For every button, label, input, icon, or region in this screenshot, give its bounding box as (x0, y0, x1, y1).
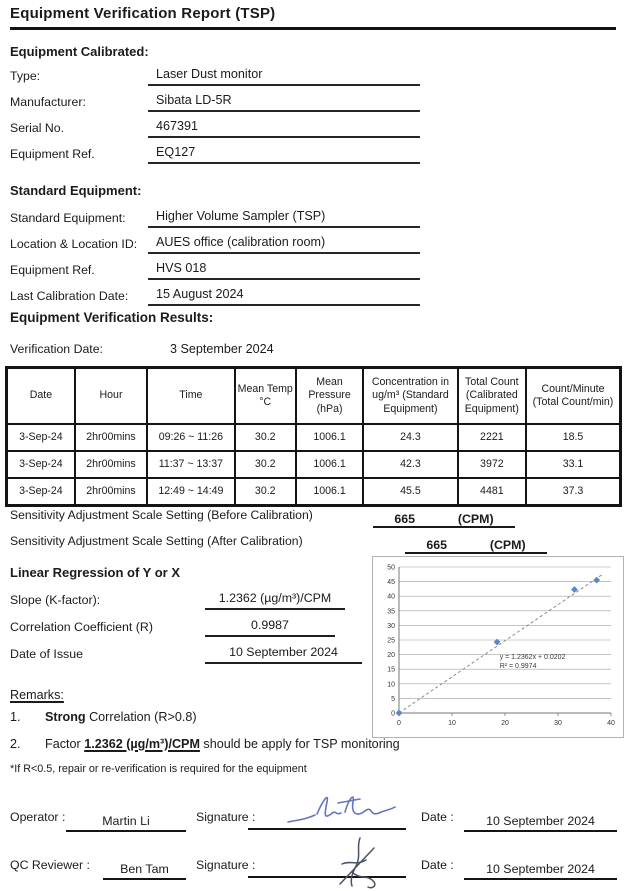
cell-mean-temp: 30.2 (235, 451, 296, 478)
field-label-type: Type: (10, 69, 41, 83)
cell-total-count: 4481 (458, 478, 526, 506)
field-row-equipment-ref (10, 142, 420, 164)
field-row-manufacturer (10, 90, 420, 112)
field-label-equipment-ref: Equipment Ref. (10, 147, 95, 161)
col-header-mean-temp: Mean Temp °C (235, 368, 296, 425)
date-of-issue-label: Date of Issue (10, 647, 84, 661)
cell-count-per-minute: 37.3 (526, 478, 621, 506)
qc-date-text: 10 September 2024 (486, 862, 595, 876)
svg-text:0: 0 (391, 710, 395, 718)
table-row (7, 478, 621, 506)
cell-time: 11:37 ~ 13:37 (147, 451, 234, 478)
col-header-time: Time (147, 368, 234, 425)
calibration-chart-svg (373, 557, 623, 737)
svg-text:40: 40 (387, 593, 395, 601)
sensitivity-after-label: Sensitivity Adjustment Scale Setting (After Calibration) (10, 534, 303, 548)
col-header-hour: Hour (75, 368, 147, 425)
sensitivity-before-value: 665 (394, 512, 416, 526)
cell-mean-temp: 30.2 (235, 478, 296, 506)
sensitivity-before-label: Sensitivity Adjustment Scale Setting (Before Calibration) (10, 508, 313, 522)
remark-1-bold: Strong (45, 710, 86, 724)
field-row-last-calibration-date (10, 284, 420, 306)
verification-results-table (5, 366, 622, 507)
table-row (7, 424, 621, 451)
field-value-equipment-ref: EQ127 (148, 145, 420, 164)
remark-2-number: 2. (10, 737, 21, 751)
verification-date-value: 3 September 2024 (170, 342, 274, 356)
operator-date-label: Date : (421, 810, 454, 824)
cell-time: 09:26 ~ 11:26 (147, 424, 234, 451)
field-label-last-calibration-date: Last Calibration Date: (10, 289, 129, 303)
operator-signature-label: Signature : (196, 810, 256, 824)
operator-name (66, 798, 186, 832)
svg-text:y = 1.2362x + 0.0202: y = 1.2362x + 0.0202 (499, 653, 566, 661)
heading-verification-results: Equipment Verification Results: (10, 310, 214, 325)
calibration-chart (372, 556, 624, 738)
cell-concentration: 24.3 (363, 424, 457, 451)
verification-date-label: Verification Date: (10, 342, 103, 356)
remark-2-rest: should be apply for TSP monitoring (199, 737, 400, 751)
correlation-label: Correlation Coefficient (R) (10, 620, 154, 634)
remark-2-factor: 1.2362 (µg/m³)/CPM (84, 737, 200, 751)
slope-value: 1.2362 (µg/m³)/CPM (205, 591, 345, 610)
remark-2-text (45, 737, 400, 751)
svg-text:35: 35 (387, 608, 395, 616)
cell-mean-pressure: 1006.1 (296, 424, 363, 451)
remark-2-prefix: Factor (45, 737, 85, 751)
correlation-value: 0.9987 (205, 618, 335, 637)
field-value-manufacturer: Sibata LD-5R (148, 93, 420, 112)
field-row-location (10, 232, 420, 254)
cell-concentration: 42.3 (363, 451, 457, 478)
sensitivity-before-unit: (CPM) (457, 512, 494, 526)
slope-label: Slope (K-factor): (10, 593, 101, 607)
col-header-mean-pressure: Mean Pressure (hPa) (296, 368, 363, 425)
remark-1-text (45, 710, 197, 724)
page-title: Equipment Verification Report (TSP) (10, 5, 616, 30)
remark-1-rest: Correlation (R>0.8) (85, 710, 197, 724)
sensitivity-after-row (10, 534, 622, 552)
sensitivity-after-value-line (405, 530, 547, 554)
svg-text:10: 10 (448, 720, 456, 727)
qc-reviewer-name-text: Ben Tam (120, 862, 169, 876)
cell-mean-pressure: 1006.1 (296, 451, 363, 478)
svg-text:30: 30 (554, 720, 562, 727)
qc-reviewer-label: QC Reviewer : (10, 858, 90, 872)
operator-signature-scribble (286, 788, 401, 830)
svg-text:15: 15 (387, 666, 395, 674)
field-value-standard-equipment: Higher Volume Sampler (TSP) (148, 209, 420, 228)
date-of-issue-row (10, 642, 370, 664)
qc-date-label: Date : (421, 858, 454, 872)
cell-count-per-minute: 33.1 (526, 451, 621, 478)
svg-text:30: 30 (387, 622, 395, 630)
cell-hour: 2hr00mins (75, 478, 147, 506)
sensitivity-after-value: 665 (426, 538, 448, 552)
field-row-std-equipment-ref (10, 258, 420, 280)
verification-date-row (10, 342, 410, 356)
sensitivity-after-unit: (CPM) (489, 538, 526, 552)
svg-text:5: 5 (391, 695, 395, 703)
cell-time: 12:49 ~ 14:49 (147, 478, 234, 506)
svg-text:25: 25 (387, 637, 395, 645)
operator-date-text: 10 September 2024 (486, 814, 595, 828)
table-row (7, 451, 621, 478)
field-label-std-equipment-ref: Equipment Ref. (10, 263, 95, 277)
col-header-concentration: Concentration in ug/m³ (Standard Equipment) (363, 368, 457, 425)
svg-text:50: 50 (387, 564, 395, 572)
svg-text:40: 40 (607, 720, 615, 727)
cell-total-count: 3972 (458, 451, 526, 478)
field-value-type: Laser Dust monitor (148, 67, 420, 86)
qc-reviewer-name (103, 846, 186, 880)
field-row-standard-equipment (10, 206, 420, 228)
footnote: *If R<0.5, repair or re-verification is required for the equipment (10, 763, 307, 775)
operator-date (464, 798, 617, 832)
heading-remarks: Remarks: (10, 688, 64, 702)
svg-text:0: 0 (397, 720, 401, 727)
sensitivity-before-row (10, 508, 622, 526)
cell-count-per-minute: 18.5 (526, 424, 621, 451)
heading-standard-equipment: Standard Equipment: (10, 183, 142, 198)
heading-equipment-calibrated: Equipment Calibrated: (10, 44, 149, 59)
field-value-location: AUES office (calibration room) (148, 235, 420, 254)
operator-label: Operator : (10, 810, 66, 824)
remark-1-number: 1. (10, 710, 21, 724)
col-header-total-count: Total Count (Calibrated Equipment) (458, 368, 526, 425)
field-value-std-equipment-ref: HVS 018 (148, 261, 420, 280)
qc-date (464, 846, 617, 880)
table-header-row (7, 368, 621, 425)
sensitivity-before-value-line (373, 504, 515, 528)
field-label-standard-equipment: Standard Equipment: (10, 211, 126, 225)
svg-text:R² = 0.9974: R² = 0.9974 (499, 662, 537, 670)
heading-linear-regression: Linear Regression of Y or X (10, 565, 181, 580)
field-value-serial-no: 467391 (148, 119, 420, 138)
qc-signature-label: Signature : (196, 858, 256, 872)
slope-row (10, 588, 370, 610)
operator-name-text: Martin Li (102, 814, 150, 828)
field-label-manufacturer: Manufacturer: (10, 95, 86, 109)
qc-signature-scribble (322, 836, 392, 891)
field-row-serial-no (10, 116, 420, 138)
cell-date: 3-Sep-24 (7, 478, 75, 506)
cell-date: 3-Sep-24 (7, 451, 75, 478)
svg-text:45: 45 (387, 579, 395, 587)
field-value-last-calibration-date: 15 August 2024 (148, 287, 420, 306)
cell-date: 3-Sep-24 (7, 424, 75, 451)
field-label-location: Location & Location ID: (10, 237, 138, 251)
cell-mean-pressure: 1006.1 (296, 478, 363, 506)
date-of-issue-value: 10 September 2024 (205, 645, 362, 664)
svg-text:20: 20 (387, 652, 395, 660)
cell-mean-temp: 30.2 (235, 424, 296, 451)
cell-total-count: 2221 (458, 424, 526, 451)
svg-text:20: 20 (501, 720, 509, 727)
field-row-type (10, 64, 420, 86)
field-label-serial-no: Serial No. (10, 121, 64, 135)
col-header-count-per-minute: Count/Minute (Total Count/min) (526, 368, 621, 425)
cell-concentration: 45.5 (363, 478, 457, 506)
cell-hour: 2hr00mins (75, 424, 147, 451)
col-header-date: Date (7, 368, 75, 425)
correlation-row (10, 615, 370, 637)
cell-hour: 2hr00mins (75, 451, 147, 478)
svg-text:10: 10 (387, 681, 395, 689)
